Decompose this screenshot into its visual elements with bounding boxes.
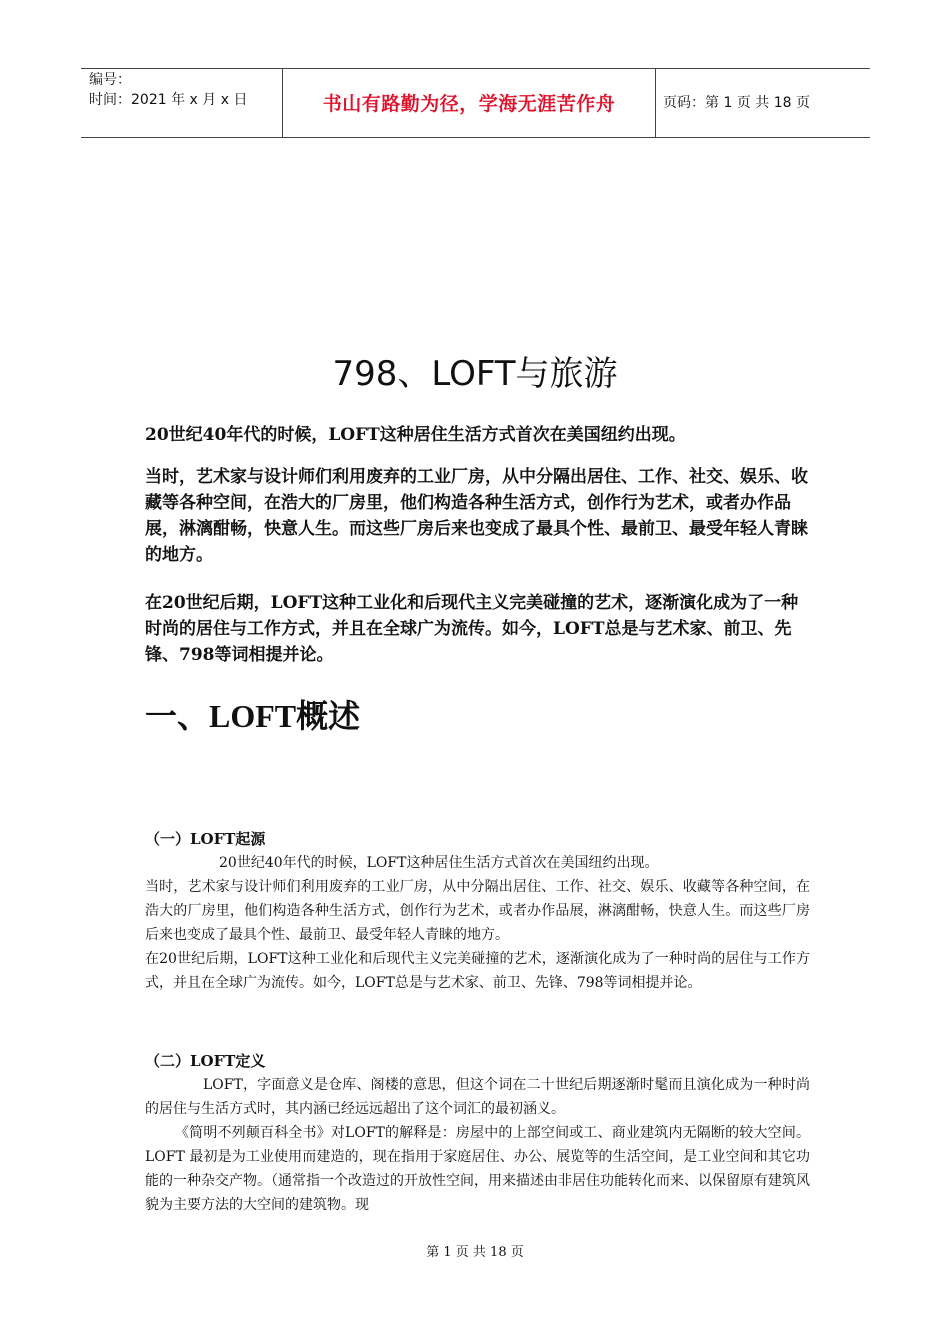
header-page-info: 页码：第 1 页 共 18 页 <box>663 95 810 111</box>
document-title: 798、LOFT与旅游 <box>332 354 618 394</box>
subsection-heading-origin: （一）LOFT起源 <box>145 830 266 848</box>
subsection-definition-body <box>145 1073 810 1217</box>
header-motto-cell <box>282 69 656 137</box>
page-footer: 第 1 页 共 18 页 <box>426 1245 524 1260</box>
definition-paragraph-1: LOFT，字面意义是仓库、阁楼的意思，但这个词在二十世纪后期逐渐时髦而且演化成为一种时尚的居住与生活方式时，其内涵已经远远超出了这个词汇的最初涵义。 <box>145 1077 810 1117</box>
intro-paragraph-1: 20世纪40年代的时候，LOFT这种居住生活方式首次在美国纽约出现。 <box>145 425 686 445</box>
header-meta-cell <box>81 69 281 137</box>
origin-paragraph-2: 当时，艺术家与设计师们利用废弃的工业厂房，从中分隔出居住、工作、社交、娱乐、收藏等各种空间，在浩大的厂房里，他们构造各种生活方式，创作行为艺术，或者办作品展，淋漓酣畅，快意人生。而这些厂房后来也变成了最具个性、最前卫、最受年轻人青睐的地方。 <box>145 879 810 943</box>
intro-paragraph-3: 在20世纪后期，LOFT这种工业化和后现代主义完美碰撞的艺术，逐渐演化成为了一种时尚的居住与工作方式，并且在全球广为流传。如今，LOFT总是与艺术家、前卫、先锋、798等词相提并论。 <box>145 593 799 665</box>
intro-paragraph-2: 当时，艺术家与设计师们利用废弃的工业厂房，从中分隔出居住、工作、社交、娱乐、收藏等各种空间，在浩大的厂房里，他们构造各种生活方式，创作行为艺术，或者办作品展，淋漓酣畅，快意人生。而这些厂房后来也变成了最具个性、最前卫、最受年轻人青睐的地方。 <box>145 467 808 565</box>
origin-paragraph-1: 20世纪40年代的时候，LOFT这种居住生活方式首次在美国纽约出现。 <box>219 855 659 871</box>
subsection-origin-body <box>145 851 810 995</box>
document-number-label: 编号： <box>89 72 131 88</box>
origin-paragraph-3: 在20世纪后期，LOFT这种工业化和后现代主义完美碰撞的艺术，逐渐演化成为了一种时尚的居住与工作方式，并且在全球广为流传。如今，LOFT总是与艺术家、前卫、先锋、798等词相提并论。 <box>145 951 810 991</box>
header-table <box>81 68 870 138</box>
document-time-label: 时间：2021 年 x 月 x 日 <box>89 92 248 108</box>
header-motto: 书山有路勤为径，学海无涯苦作舟 <box>322 93 616 115</box>
section-heading: 一、LOFT概述 <box>145 698 361 734</box>
definition-paragraph-2: 《简明不列颠百科全书》对LOFT的解释是：房屋中的上部空间或工、商业建筑内无隔断的较大空间。LOFT 最初是为工业使用而建造的，现在指用于家庭居住、办公、展览等的生活空间，是工业空间和其它功能的一种杂交产物。（通常指一个改造过的开放性空间，用来描述由非居住功能转化而来、以保留原有建筑风貌为主要方法的大空间的建筑物。现 <box>145 1125 810 1213</box>
subsection-heading-definition: （二）LOFT定义 <box>145 1052 266 1070</box>
header-page-cell <box>655 69 870 137</box>
